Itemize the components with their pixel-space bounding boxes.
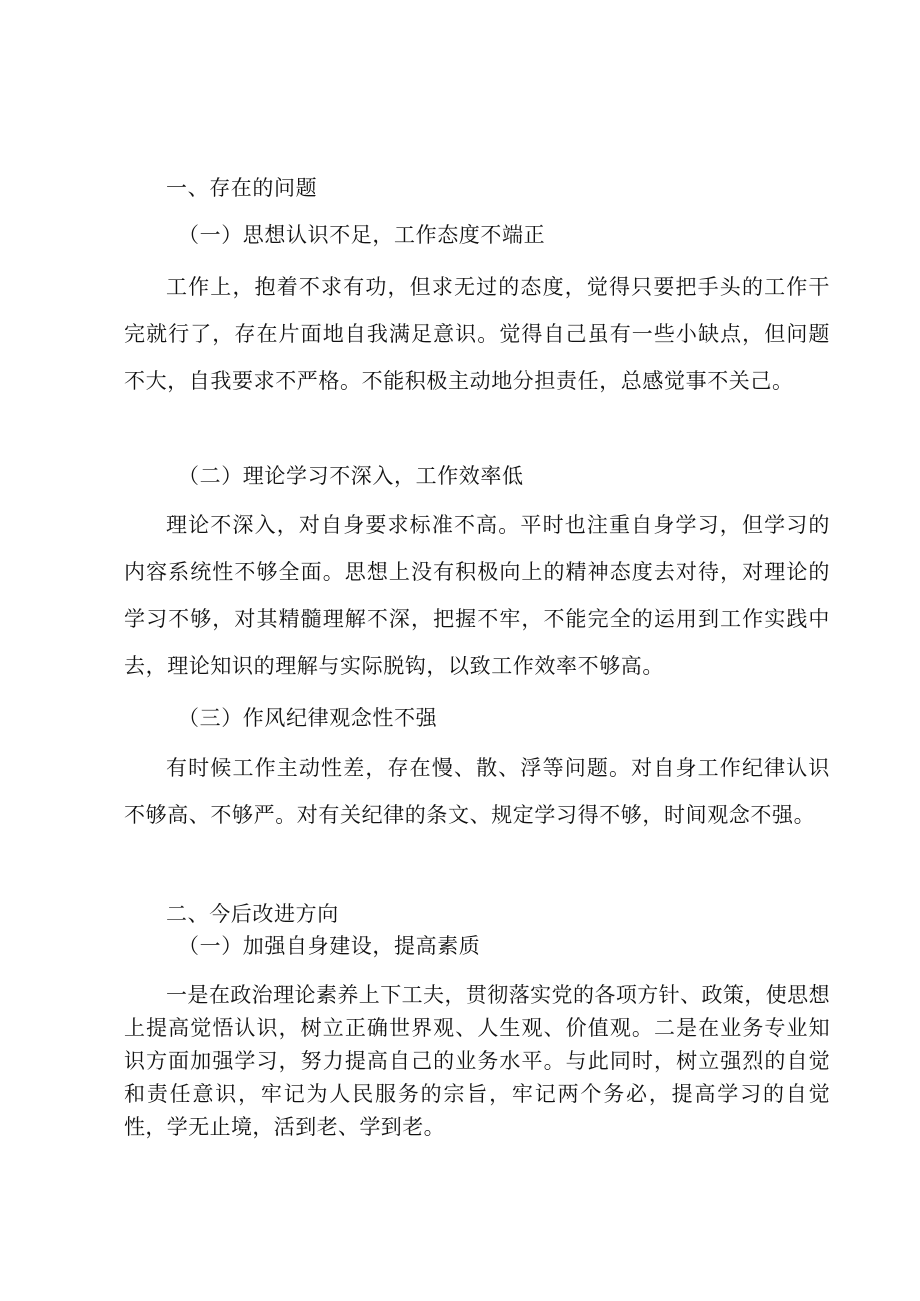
section-1-sub-3-heading: （三）作风纪律观念性不强	[178, 706, 438, 730]
section-1-sub-2-paragraph: 理论不深入，对自身要求标准不高。平时也注重自身学习，但学习的内容系统性不够全面。思想上没有积极向上的精神态度去对待，对理论的学习不够，对其精髓理解不深，把握不牢，不能完全的运用到工作实践中去，理论知识的理解与实际脱钩，以致工作效率不够高。	[124, 513, 830, 678]
section-1-sub-1-paragraph: 工作上，抱着不求有功，但求无过的态度，觉得只要把手头的工作干完就行了，存在片面地自我满足意识。觉得自己虽有一些小缺点，但问题不大，自我要求不严格。不能积极主动地分担责任，总感觉事不关己。	[124, 275, 830, 393]
section-1-sub-3-paragraph: 有时候工作主动性差，存在慢、散、浮等问题。对自身工作纪律认识不够高、不够严。对有关纪律的条文、规定学习得不够，时间观念不强。	[124, 756, 830, 827]
section-1-sub-2-heading: （二）理论学习不深入，工作效率低	[178, 464, 524, 488]
section-2-sub-1-heading: （一）加强自身建设，提高素质	[178, 934, 481, 958]
section-2-sub-1-paragraph: 一是在政治理论素养上下工夫，贯彻落实党的各项方针、政策，使思想上提高觉悟认识，树立正确世界观、人生观、价值观。二是在业务专业知识方面加强学习，努力提高自己的业务水平。与此同时，树立强烈的自觉和责任意识，牢记为人民服务的宗旨，牢记两个务必，提高学习的自觉性，学无止境，活到老、学到老。	[124, 983, 830, 1139]
section-1-sub-1-heading: （一）思想认识不足，工作态度不端正	[178, 223, 546, 247]
section-2-heading: 二、今后改进方向	[166, 902, 339, 926]
section-1-heading: 一、存在的问题	[166, 176, 318, 200]
